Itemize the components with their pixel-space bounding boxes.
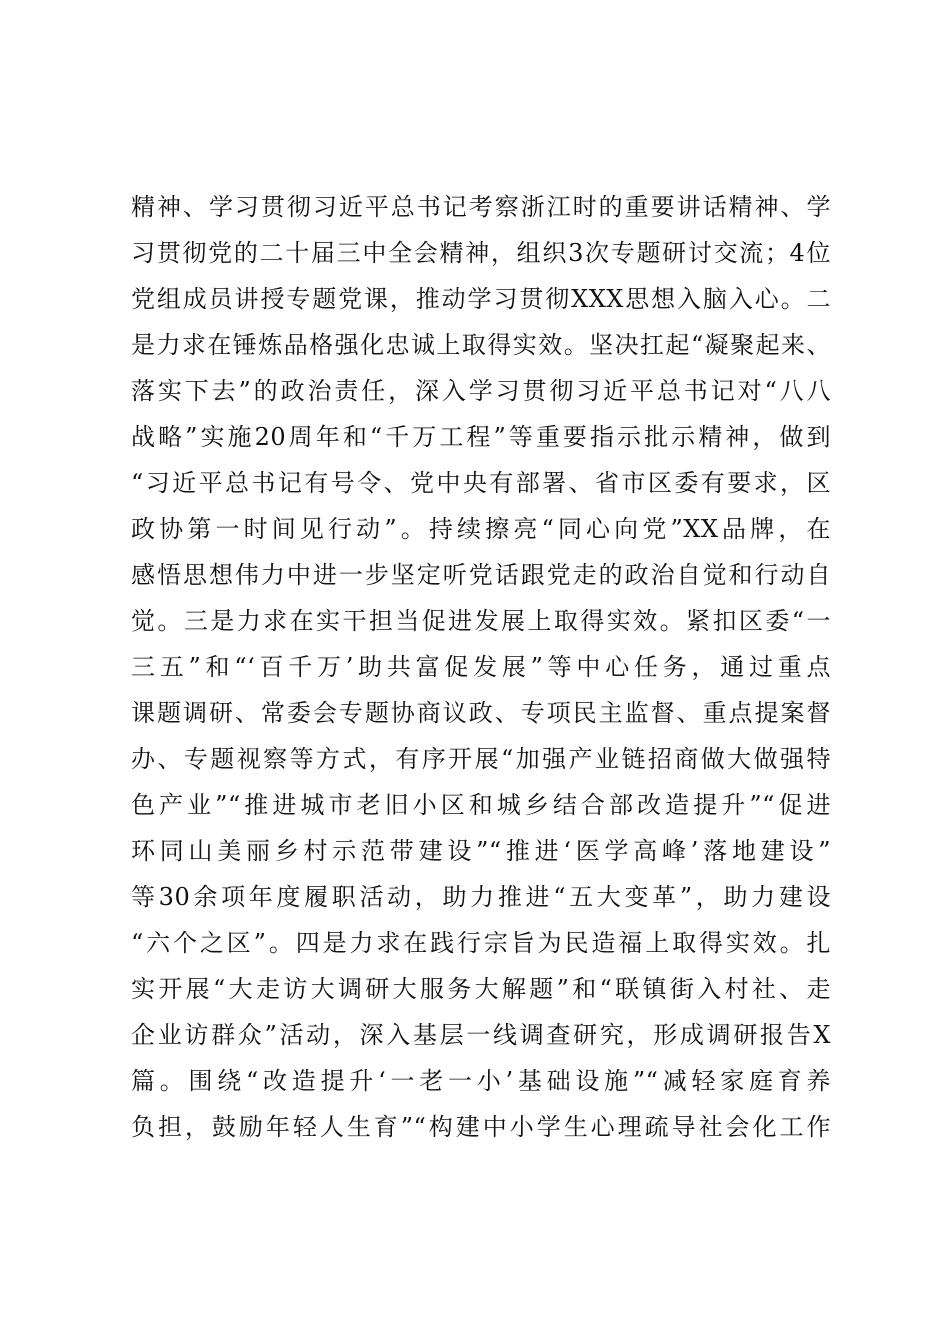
text-line-2: 习贯彻党的二十届三中全会精神，组织3次专题研讨交流；4位 — [131, 239, 831, 267]
text-line-20: 篇。围绕“改造提升‘一老一小’基础设施”“减轻家庭育养 — [131, 1067, 831, 1095]
text-line-11: 三五”和“‘百千万’助共富促发展”等中心任务，通过重点 — [131, 653, 831, 681]
text-line-17: “六个之区”。四是力求在践行宗旨为民造福上取得实效。扎 — [131, 929, 831, 957]
text-line-5: 落实下去”的政治责任，深入学习贯彻习近平总书记对“八八 — [131, 377, 831, 405]
text-line-18: 实开展“大走访大调研大服务大解题”和“联镇街入村社、走 — [131, 975, 831, 1003]
text-line-1: 精神、学习贯彻习近平总书记考察浙江时的重要讲话精神、学 — [131, 193, 831, 221]
text-line-21: 负担，鼓励年轻人生育”“构建中小学生心理疏导社会化工作 — [131, 1113, 831, 1141]
text-line-14: 色产业”“推进城市老旧小区和城乡结合部改造提升”“促进 — [131, 791, 831, 819]
body-text — [131, 184, 831, 1150]
text-line-15: 环同山美丽乡村示范带建设”“推进‘医学高峰’落地建设” — [131, 837, 831, 865]
text-line-4: 是力求在锤炼品格强化忠诚上取得实效。坚决扛起“凝聚起来、 — [131, 331, 831, 359]
text-line-3: 党组成员讲授专题党课，推动学习贯彻XXX思想入脑入心。二 — [131, 285, 831, 313]
text-line-12: 课题调研、常委会专题协商议政、专项民主监督、重点提案督 — [131, 699, 831, 727]
text-line-7: “习近平总书记有号令、党中央有部署、省市区委有要求，区 — [131, 469, 831, 497]
text-line-8: 政协第一时间见行动”。持续擦亮“同心向党”XX品牌，在 — [131, 515, 831, 543]
text-line-10: 觉。三是力求在实干担当促进发展上取得实效。紧扣区委“一 — [131, 607, 831, 635]
text-line-13: 办、专题视察等方式，有序开展“加强产业链招商做大做强特 — [131, 745, 831, 773]
text-line-6: 战略”实施20周年和“千万工程”等重要指示批示精神，做到 — [131, 423, 831, 451]
text-line-9: 感悟思想伟力中进一步坚定听党话跟党走的政治自觉和行动自 — [131, 561, 831, 589]
text-line-19: 企业访群众”活动，深入基层一线调查研究，形成调研报告X — [131, 1021, 831, 1049]
text-line-16: 等30余项年度履职活动，助力推进“五大变革”，助力建设 — [131, 883, 831, 911]
